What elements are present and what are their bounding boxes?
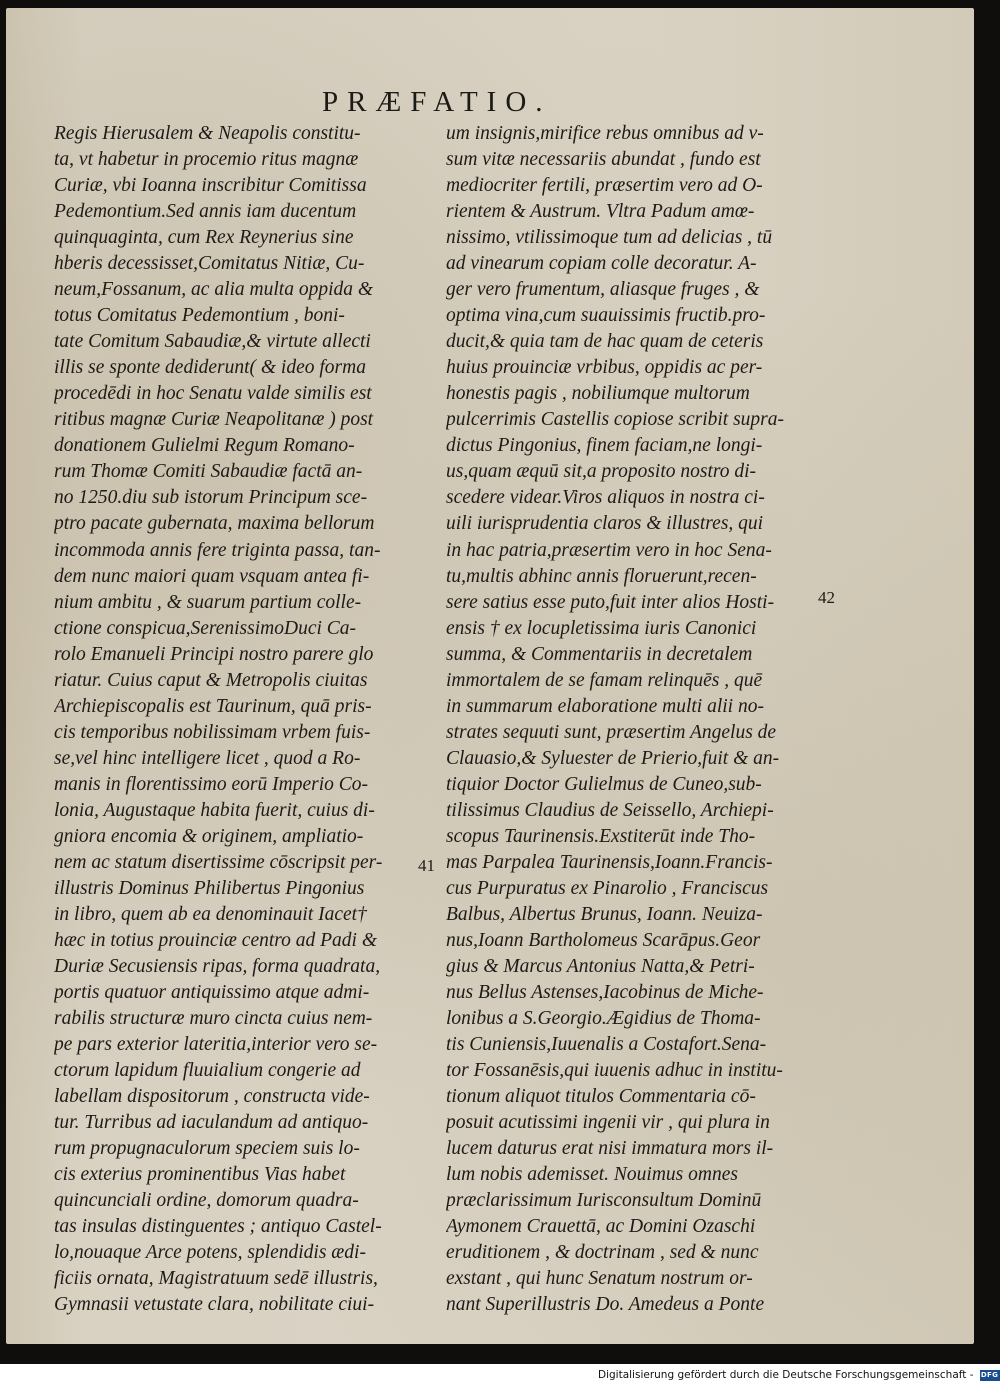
left-text-column <box>54 121 414 1318</box>
text-line: tiquior Doctor Gulielmus de Cuneo,sub- <box>446 773 762 795</box>
text-line: tor Fossanēsis,qui iuuenis adhuc in institu- <box>446 1060 783 1082</box>
text-line: cus Purpuratus ex Pinarolio , Franciscus <box>446 877 769 899</box>
text-line: tate Comitum Sabaudiæ,& virtute allecti <box>54 331 371 353</box>
text-line: Archiepiscopalis est Taurinum, quā pris- <box>54 695 372 717</box>
text-line: manis in florentissimo eorū Imperio Co- <box>54 773 368 795</box>
text-line: tionum aliquot titulos Commentaria cō- <box>446 1086 756 1108</box>
text-line: Regis Hierusalem & Neapolis constitu- <box>54 123 361 144</box>
text-line: quincunciali ordine, domorum quadra- <box>54 1190 359 1212</box>
text-line: neum,Fossanum, ac alia multa oppida & <box>54 279 374 301</box>
text-line: nus,Ioann Bartholomeus Scarāpus.Geor <box>446 929 761 951</box>
text-line: nissimo, vtilissimoque tum ad delicias , tū <box>446 227 773 249</box>
text-line: illustris Dominus Philibertus Pingonius <box>54 877 365 899</box>
text-line: tis Cuniensis,Iuuenalis a Costafort.Sena- <box>446 1034 767 1056</box>
text-line: uili iurisprudentia claros & illustres, qui <box>446 513 764 535</box>
text-line: riatur. Cuius caput & Metropolis ciuitas <box>54 669 368 691</box>
margin-note-41: 41 <box>418 856 435 875</box>
text-line: optima vina,cum suauissimis fructib.pro- <box>446 305 766 327</box>
running-header: PRÆFATIO. <box>322 86 552 118</box>
text-line: nem ac statum disertissime cōscripsit per- <box>54 851 383 873</box>
text-line: hæc in totius prouinciæ centro ad Padi & <box>54 929 377 951</box>
text-line: nant Superillustris Do. Amedeus a Ponte <box>446 1294 765 1316</box>
text-line: cis exterius prominentibus Vias habet <box>54 1164 346 1186</box>
text-line: ctione conspicua,SerenissimoDuci Ca- <box>54 617 357 639</box>
text-line: Curiæ, vbi Ioanna inscribitur Comitissa <box>54 175 367 197</box>
text-line: huius prouinciæ vrbibus, oppidis ac per- <box>446 357 763 379</box>
text-line: strates sequuti sunt, præsertim Angelus de <box>446 721 777 743</box>
text-line: præclarissimum Iurisconsultum Dominū <box>446 1190 762 1212</box>
text-line: ctorum lapidum fluuialium congerie ad <box>54 1060 361 1082</box>
text-line: mediocriter fertili, præsertim vero ad O- <box>446 175 763 197</box>
funding-footer <box>598 1367 1000 1383</box>
text-line: lucem daturus erat nisi immatura mors il- <box>446 1138 774 1160</box>
text-line: in summarum elaboratione multi alii no- <box>446 695 764 717</box>
text-line: lo,nouaque Arce potens, splendidis ædi- <box>54 1242 366 1264</box>
text-line: exstant , qui hunc Senatum nostrum or- <box>446 1268 753 1290</box>
text-line: Gymnasii vetustate clara, nobilitate ciui- <box>54 1294 375 1316</box>
text-line: pulcerrimis Castellis copiose scribit supra- <box>446 409 784 431</box>
dfg-logo: DFG <box>980 1370 999 1379</box>
text-line: cis temporibus nobilissimam vrbem fuis- <box>54 721 371 743</box>
text-line: posuit acutissimi ingenii vir , qui plura in <box>446 1112 770 1134</box>
text-line: gius & Marcus Antonius Natta,& Petri- <box>446 956 755 977</box>
text-line: totus Comitatus Pedemontium , boni- <box>54 305 345 327</box>
funding-text: Digitalisierung gefördert durch die Deutsche Forschungsgemeinschaft - <box>598 1369 974 1381</box>
text-line: labellam dispositorum , constructa vide- <box>54 1086 370 1108</box>
text-line: sum vitæ necessariis abundat , fundo est <box>446 149 761 171</box>
text-line: tilissimus Claudius de Seissello, Archiepi- <box>446 799 774 821</box>
text-line: donationem Gulielmi Regum Romano- <box>54 435 355 457</box>
text-line: scedere videar.Viros aliquos in nostra ci- <box>446 487 765 509</box>
text-line: ducit,& quia tam de hac quam de ceteris <box>446 331 764 353</box>
text-line: immortalem de se famam relinquēs , quē <box>446 669 763 691</box>
text-line: rum propugnaculorum speciem suis lo- <box>54 1138 360 1160</box>
text-line: rabilis structuræ muro cincta cuius nem- <box>54 1008 373 1030</box>
text-line: rolo Emanueli Principi nostro parere glo <box>54 643 374 665</box>
margin-note-42: 42 <box>818 588 835 607</box>
text-line: um insignis,mirifice rebus omnibus ad v- <box>446 123 764 144</box>
text-line: se,vel hinc intelligere licet , quod a Ro- <box>54 747 361 769</box>
text-line: scopus Taurinensis.Exstiterūt inde Tho- <box>446 825 756 847</box>
text-line: hberis decessisset,Comitatus Nitiæ, Cu- <box>54 253 365 275</box>
text-line: illis se sponte dediderunt( & ideo forma <box>54 357 366 379</box>
text-line: ficiis ornata, Magistratuum sedē illustris, <box>54 1268 378 1290</box>
text-line: nium ambitu , & suarum partium colle- <box>54 591 362 613</box>
text-line: summa, & Commentariis in decretalem <box>446 643 753 665</box>
text-line: no 1250.diu sub istorum Principum sce- <box>54 487 368 509</box>
text-line: lum nobis ademisset. Nouimus omnes <box>446 1164 738 1186</box>
text-line: lonibus a S.Georgio.Ægidius de Thoma- <box>446 1008 761 1030</box>
text-line: ensis † ex locupletissima iuris Canonici <box>446 617 757 639</box>
text-line: tur. Turribus ad iaculandum ad antiquo- <box>54 1112 369 1134</box>
text-line: nus Bellus Astenses,Iacobinus de Miche- <box>446 982 764 1004</box>
text-line: pe pars exterior lateritia,interior vero se- <box>54 1034 378 1056</box>
text-line: tu,multis abhinc annis floruerunt,recen- <box>446 565 757 587</box>
text-line: mas Parpalea Taurinensis,Ioann.Francis- <box>446 851 773 873</box>
text-line: in hac patria,præsertim vero in hoc Sena- <box>446 539 772 561</box>
text-line: incommoda annis fere triginta passa, tan- <box>54 539 381 561</box>
text-line: ritibus magnæ Curiæ Neapolitanæ ) post <box>54 409 374 431</box>
text-line: eruditionem , & doctrinam , sed & nunc <box>446 1242 759 1264</box>
text-line: Aymonem Crauettā, ac Domini Ozaschi <box>446 1216 756 1238</box>
text-line: Balbus, Albertus Brunus, Ioann. Neuiza- <box>446 903 763 925</box>
text-line: Duriæ Secusiensis ripas, forma quadrata, <box>54 956 381 977</box>
text-line: procedēdi in hoc Senatu valde similis est <box>54 383 372 405</box>
text-line: ad vinearum copiam colle decoratur. A- <box>446 253 757 275</box>
text-line: rientem & Austrum. Vltra Padum amœ- <box>446 201 755 223</box>
text-line: portis quatuor antiquissimo atque admi- <box>54 982 370 1004</box>
text-line: in libro, quem ab ea denominauit Iacet† <box>54 903 367 925</box>
text-line: ger vero frumentum, aliasque fruges , & <box>446 279 760 301</box>
right-text-column <box>446 121 826 1318</box>
text-line: ta, vt habetur in procemio ritus magnæ <box>54 149 359 171</box>
text-line: Clauasio,& Syluester de Prierio,fuit & an- <box>446 747 780 769</box>
text-line: quinquaginta, cum Rex Reynerius sine <box>54 227 354 249</box>
text-line: tas insulas distinguentes ; antiquo Castel- <box>54 1216 382 1238</box>
text-line: dictus Pingonius, finem faciam,ne longi- <box>446 435 763 457</box>
text-line: gniora encomia & originem, ampliatio- <box>54 825 364 847</box>
text-line: us,quam æquū sit,a proposito nostro di- <box>446 461 757 483</box>
text-line: Pedemontium.Sed annis iam ducentum <box>54 201 357 223</box>
text-line: lonia, Augustaque habita fuerit, cuius di- <box>54 799 375 821</box>
text-line: honestis pagis , nobiliumque multorum <box>446 383 750 405</box>
book-page <box>6 8 974 1344</box>
text-line: dem nunc maiori quam vsquam antea fi- <box>54 565 370 587</box>
text-line: rum Thomæ Comiti Sabaudiæ factā an- <box>54 461 363 483</box>
text-line: ptro pacate gubernata, maxima bellorum <box>54 513 375 535</box>
text-line: sere satius esse puto,fuit inter alios Hosti- <box>446 591 775 613</box>
